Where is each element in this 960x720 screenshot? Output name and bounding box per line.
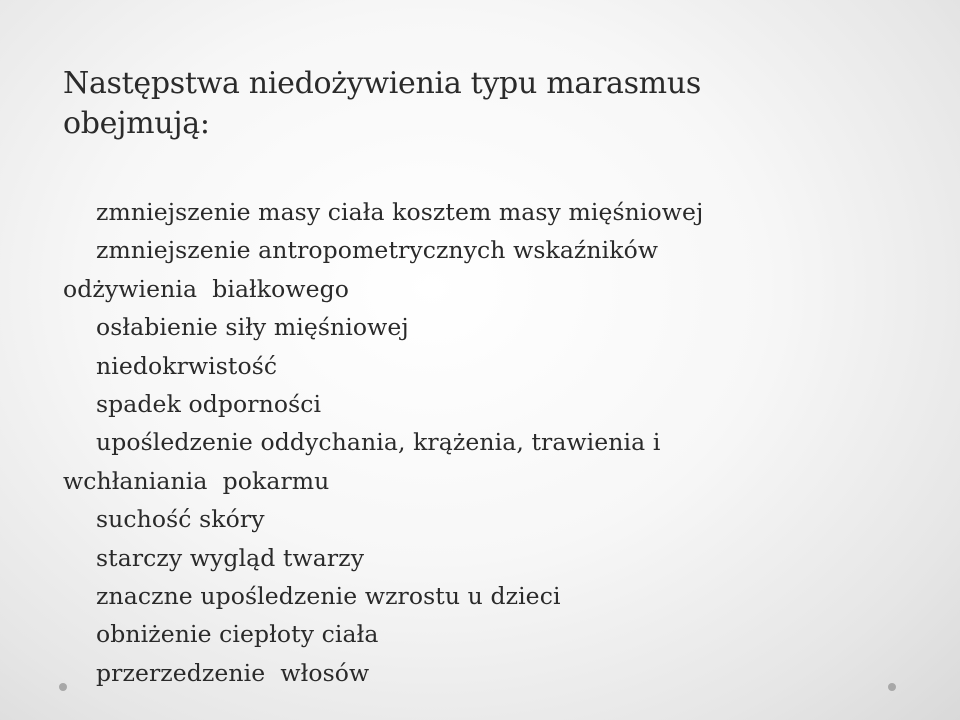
list-item	[63, 615, 923, 653]
list-item	[63, 385, 923, 423]
list-item	[63, 500, 923, 538]
list-item	[63, 347, 923, 385]
list-item-text: zmniejszenie antropometrycznych wskaźników	[96, 236, 659, 265]
decorative-dot-left	[59, 683, 67, 691]
list-item	[63, 308, 923, 346]
list-item-text: spadek odporności	[96, 390, 322, 419]
list-item-text: starczy wygląd twarzy	[96, 543, 365, 572]
decorative-dot-right	[888, 683, 896, 691]
list-item-text: suchość skóry	[96, 505, 265, 534]
list-item-text: znaczne upośledzenie wzrostu u dzieci	[96, 582, 561, 611]
list-item-text: zmniejszenie masy ciała kosztem masy mięśniowej	[96, 198, 704, 226]
list-item	[63, 539, 923, 577]
list-item-text: osłabienie siły mięśniowej	[96, 313, 409, 342]
list-item	[63, 654, 923, 692]
list-item-text-continuation: odżywienia białkowego	[63, 274, 349, 303]
list-item	[63, 577, 923, 615]
list-item-text: przerzedzenie włosów	[96, 658, 370, 687]
slide-title	[63, 64, 903, 144]
list-item	[63, 423, 923, 500]
slide-title-line-1: Następstwa niedożywienia typu marasmus	[63, 66, 701, 101]
list-item	[63, 231, 923, 308]
list-item-text-continuation: wchłaniania pokarmu	[63, 466, 330, 495]
list-item	[63, 193, 923, 231]
list-item-text: upośledzenie oddychania, krążenia, trawienia i	[96, 428, 661, 457]
consequences-list	[63, 193, 923, 692]
slide-title-line-2: obejmują:	[63, 106, 210, 141]
list-item-text: obniżenie ciepłoty ciała	[96, 620, 379, 649]
list-item-text: niedokrwistość	[96, 351, 278, 380]
